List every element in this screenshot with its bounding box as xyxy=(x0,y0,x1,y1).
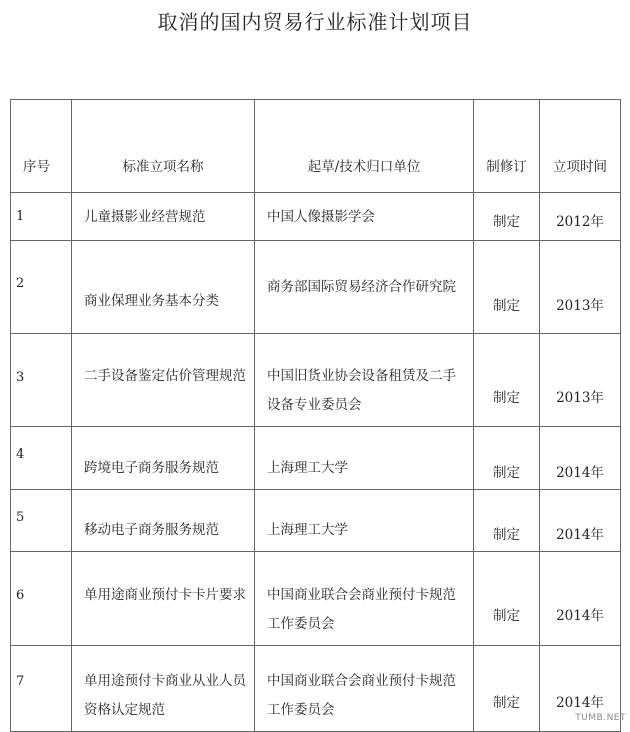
document-title: 取消的国内贸易行业标准计划项目 xyxy=(157,10,473,34)
row-year: 2012年 xyxy=(556,214,604,230)
row-type: 制定 xyxy=(493,695,520,711)
row-year: 2014年 xyxy=(556,608,604,624)
row-year: 2014年 xyxy=(556,527,604,543)
row-name: 商业保理业务基本分类 xyxy=(84,293,219,309)
row-name-cell xyxy=(72,193,255,241)
row-year-cell xyxy=(540,193,621,241)
table-row xyxy=(11,490,621,552)
row-unit: 商务部国际贸易经济合作研究院 xyxy=(267,279,456,295)
row-unit: 中国商业联合会商业预付卡规范工作委员会 xyxy=(267,673,456,718)
row-index: 2 xyxy=(16,276,25,291)
header-unit: 起草/技术归口单位 xyxy=(255,100,474,193)
row-name: 二手设备鉴定估价管理规范 xyxy=(84,368,246,384)
row-name: 单用途商业预付卡卡片要求 xyxy=(84,587,246,603)
row-unit: 上海理工大学 xyxy=(267,522,348,538)
row-type-cell xyxy=(474,193,540,241)
row-index: 5 xyxy=(16,510,25,525)
row-index: 3 xyxy=(16,370,25,385)
row-year: 2013年 xyxy=(556,298,604,314)
row-index: 6 xyxy=(16,588,25,603)
row-name: 移动电子商务服务规范 xyxy=(84,522,219,538)
header-year: 立项时间 xyxy=(540,100,621,193)
table-header-row xyxy=(11,100,621,193)
row-type: 制定 xyxy=(493,298,520,314)
header-name: 标准立项名称 xyxy=(72,100,255,193)
row-index: 4 xyxy=(16,447,25,462)
row-year: 2014年 xyxy=(556,695,604,711)
row-year: 2013年 xyxy=(556,390,604,406)
row-index-cell xyxy=(11,193,72,241)
row-index: 7 xyxy=(16,674,25,689)
row-unit: 中国人像摄影学会 xyxy=(267,209,375,225)
row-name: 单用途预付卡商业从业人员资格认定规范 xyxy=(84,673,246,718)
row-type: 制定 xyxy=(493,214,520,230)
table-row xyxy=(11,427,621,490)
row-unit: 上海理工大学 xyxy=(267,460,348,476)
header-index: 序号 xyxy=(11,100,72,193)
row-name: 儿童摄影业经营规范 xyxy=(84,209,206,225)
table-row xyxy=(11,334,621,427)
row-type: 制定 xyxy=(493,390,520,406)
row-type: 制定 xyxy=(493,608,520,624)
table-row xyxy=(11,241,621,334)
row-year: 2014年 xyxy=(556,465,604,481)
table-row xyxy=(11,552,621,646)
row-index: 1 xyxy=(16,209,25,224)
table-row xyxy=(11,193,621,241)
row-type: 制定 xyxy=(493,527,520,543)
row-unit: 中国商业联合会商业预付卡规范工作委员会 xyxy=(267,587,456,632)
row-name: 跨境电子商务服务规范 xyxy=(84,460,219,476)
row-unit-cell xyxy=(255,193,474,241)
watermark: TUMB.NET xyxy=(575,713,626,723)
header-type: 制修订 xyxy=(474,100,540,193)
table-row xyxy=(11,646,621,732)
row-type: 制定 xyxy=(493,465,520,481)
row-unit: 中国旧货业协会设备租赁及二手设备专业委员会 xyxy=(267,368,456,413)
standards-table xyxy=(10,99,621,732)
